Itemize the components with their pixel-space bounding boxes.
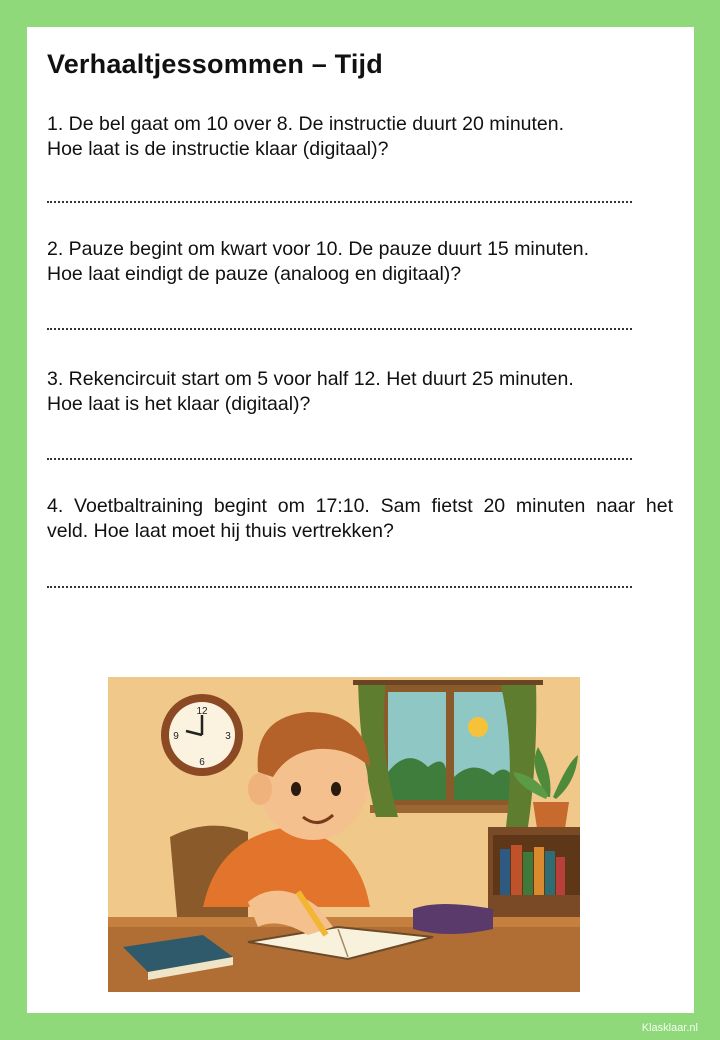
question-1-line-2: Hoe laat is de instructie klaar (digitaal)? (47, 138, 389, 160)
question-1-line-1: 1. De bel gaat om 10 over 8. De instructie duurt 20 minuten. (47, 113, 565, 135)
answer-line-4[interactable] (47, 582, 632, 588)
svg-text:9: 9 (173, 731, 179, 742)
question-3 (47, 367, 673, 417)
footer-credit: Klasklaar.nl (641, 1022, 698, 1034)
svg-text:3: 3 (225, 731, 231, 742)
window (370, 682, 526, 813)
question-3-line-1: 3. Rekencircuit start om 5 voor half 12. Het duurt 25 minuten. (47, 368, 574, 390)
question-2 (47, 237, 673, 287)
answer-line-2[interactable] (47, 324, 632, 330)
answer-line-1[interactable] (47, 197, 632, 203)
svg-text:12: 12 (196, 706, 208, 717)
answer-line-3[interactable] (47, 454, 632, 460)
question-1 (47, 112, 673, 162)
question-4 (47, 494, 673, 544)
svg-text:6: 6 (199, 757, 205, 768)
wall-clock-icon (161, 694, 243, 776)
page-title: Verhaaltjessommen – Tijd (47, 49, 383, 79)
question-4-line-1: 4. Voetbaltraining begint om 17:10. Sam fietst 20 minuten naar het (47, 495, 673, 517)
question-2-line-2: Hoe laat eindigt de pauze (analoog en digitaal)? (47, 263, 462, 285)
question-3-line-2: Hoe laat is het klaar (digitaal)? (47, 393, 311, 415)
question-2-line-1: 2. Pauze begint om kwart voor 10. De pauze duurt 15 minuten. (47, 238, 589, 260)
boy-doing-homework-illustration (108, 677, 580, 992)
worksheet-page (27, 27, 694, 1013)
pencil-case (413, 904, 493, 934)
sun-icon (468, 717, 488, 737)
question-4-line-2: veld. Hoe laat moet hij thuis vertrekken? (47, 520, 394, 542)
